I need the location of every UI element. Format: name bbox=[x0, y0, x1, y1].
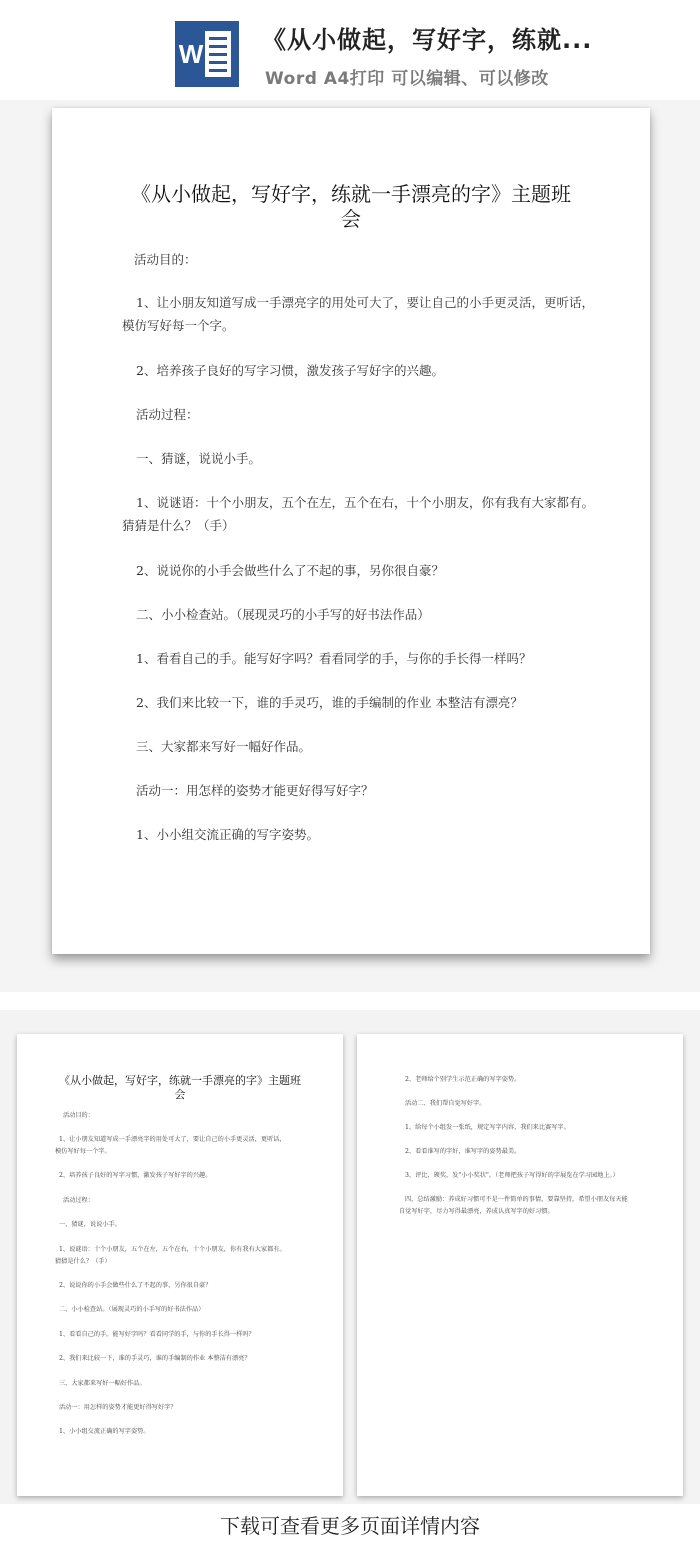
thumb-paragraph: 3、评比，颁奖，发"小小奖状"。（老师把孩子写得好的字展览在学习园地上。） bbox=[405, 1172, 619, 1179]
thumb-paragraph: 1、看看自己的手。能写好字吗？看看同学的手，与你的手长得一样吗？ bbox=[59, 1331, 255, 1338]
doc-paragraph: 三、大家都来写好一幅好作品。 bbox=[136, 739, 312, 754]
thumb-paragraph: 2、说说你的小手会做些什么了不起的事，另你很自豪？ bbox=[59, 1282, 212, 1289]
thumb-paragraph: 三、大家都来写好一幅好作品。 bbox=[59, 1380, 146, 1387]
doc-paragraph: 模仿写好每一个字。 bbox=[122, 318, 235, 333]
doc-paragraph: 2、说说你的小手会做些什么了不起的事，另你很自豪？ bbox=[136, 563, 444, 578]
doc-paragraph: 2、培养孩子良好的写字习惯，激发孩子写好字的兴趣。 bbox=[136, 363, 444, 378]
doc-paragraph: 活动一：用怎样的姿势才能更好得写好字？ bbox=[136, 783, 374, 798]
word-document-icon bbox=[175, 21, 239, 87]
thumb-paragraph: 自觉写好字，尽力写得最漂亮，养成认真写字的好习惯。 bbox=[399, 1208, 554, 1215]
page-thumbnail-2[interactable] bbox=[357, 1034, 683, 1496]
main-page-preview bbox=[52, 108, 650, 954]
thumb-paragraph: 1、说谜语：十个小朋友，五个在左，五个在右，十个小朋友，你有我有大家都有。 bbox=[59, 1246, 286, 1253]
thumb-paragraph: 2、老师给个别学生示范正确的写字姿势。 bbox=[405, 1076, 521, 1083]
doc-paragraph: 2、我们来比较一下，谁的手灵巧，谁的手编制的作业 本整洁有漂亮？ bbox=[136, 695, 523, 710]
thumb-paragraph: 一、猜谜，说说小手。 bbox=[59, 1221, 121, 1228]
doc-heading-line-2: 会 bbox=[341, 207, 361, 231]
thumb-paragraph: 活动目的： bbox=[63, 1112, 94, 1119]
doc-paragraph: 1、让小朋友知道写成一手漂亮字的用处可大了，要让自己的小手更灵活，更听话， bbox=[136, 295, 594, 310]
thumb-paragraph: 猜猜是什么？（手） bbox=[55, 1258, 111, 1265]
section-divider bbox=[0, 992, 700, 1010]
doc-paragraph: 猜猜是什么？（手） bbox=[122, 518, 235, 533]
doc-paragraph: 活动过程： bbox=[136, 407, 199, 422]
document-title: 《从小做起，写好字，练就... bbox=[262, 26, 593, 54]
thumb-paragraph: 二、小小检查站。（展现灵巧的小手写的好书法作品） bbox=[59, 1306, 205, 1313]
thumb-paragraph: 活动二、我们帮自觉写好字。 bbox=[405, 1100, 486, 1107]
doc-heading bbox=[112, 182, 590, 232]
thumb-heading-line-1: 《从小做起，写好字，练就一手漂亮的字》主题班 bbox=[59, 1074, 301, 1087]
thumb-heading-line-2: 会 bbox=[174, 1088, 186, 1101]
doc-paragraph: 1、小小组交流正确的写字姿势。 bbox=[136, 827, 319, 842]
word-icon-letter: W bbox=[178, 39, 204, 69]
doc-paragraph: 1、看看自己的手。能写好字吗？看看同学的手，与你的手长得一样吗？ bbox=[136, 651, 532, 666]
doc-paragraph: 一、猜谜，说说小手。 bbox=[136, 451, 262, 466]
document-subtitle: Word A4打印 可以编辑、可以修改 bbox=[265, 69, 549, 89]
thumb-heading bbox=[51, 1074, 309, 1102]
thumb-paragraph: 活动过程： bbox=[63, 1197, 94, 1204]
doc-paragraph: 1、说谜语：十个小朋友，五个在左，五个在右，十个小朋友，你有我有大家都有。 bbox=[136, 495, 594, 510]
thumb-paragraph: 2、我们来比较一下，谁的手灵巧，谁的手编制的作业 本整洁有漂亮？ bbox=[59, 1355, 251, 1362]
thumb-paragraph: 1、给每个小组发一张纸，规定写字内容，我们来比赛写字。 bbox=[405, 1124, 570, 1131]
thumb-paragraph: 1、让小朋友知道写成一手漂亮字的用处可大了，要让自己的小手更灵活，更听话， bbox=[59, 1136, 286, 1143]
thumb-paragraph: 2、培养孩子良好的写字习惯，激发孩子写好字的兴趣。 bbox=[59, 1172, 212, 1179]
thumb-paragraph: 活动一：用怎样的姿势才能更好得写好字？ bbox=[59, 1404, 177, 1411]
thumb-paragraph: 四、总结激励：养成好习惯可不是一件简单的事情，要靠坚持，希望小朋友每天能 bbox=[405, 1196, 628, 1203]
doc-paragraph: 二、小小检查站。（展现灵巧的小手写的好书法作品） bbox=[136, 607, 430, 622]
thumb-paragraph: 模仿写好每一个字。 bbox=[55, 1148, 111, 1155]
header bbox=[0, 0, 700, 100]
page-thumbnail-1[interactable] bbox=[17, 1034, 343, 1496]
doc-heading-line-1: 《从小做起，写好字，练就一手漂亮的字》主题班 bbox=[131, 182, 571, 206]
thumb-paragraph: 1、小小组交流正确的写字姿势。 bbox=[59, 1428, 150, 1435]
thumb-paragraph: 2、看看谁写的字好，谁写字的姿势最美。 bbox=[405, 1148, 521, 1155]
doc-paragraph: 活动目的： bbox=[134, 252, 197, 267]
view-more-link[interactable]: 下载可查看更多页面详情内容 bbox=[220, 1514, 480, 1538]
